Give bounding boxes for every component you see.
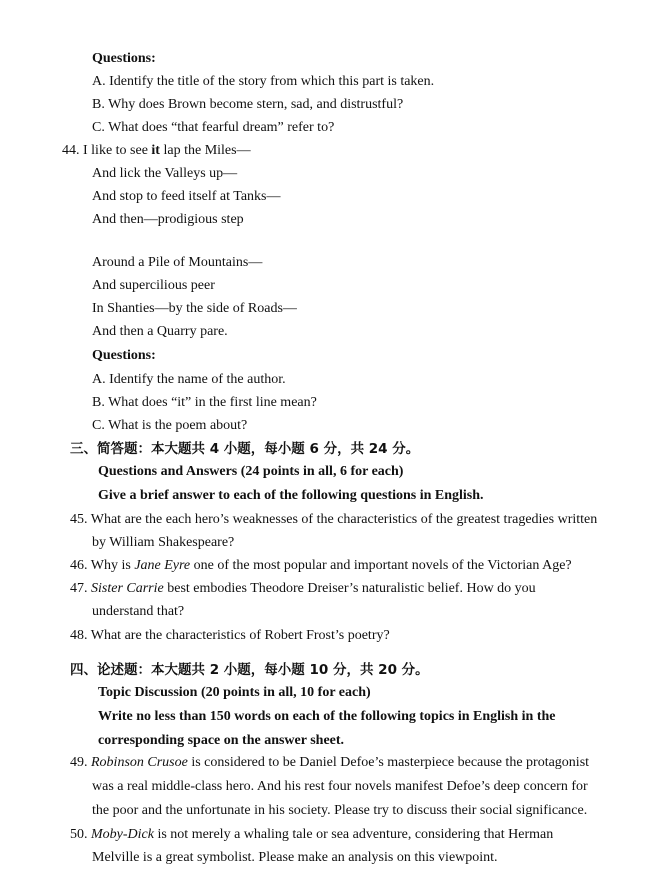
question-50-line1: 50. Moby-Dick is not merely a whaling tale or sea adventure, considering that Herman (70, 827, 554, 842)
questions-heading-43: Questions: (92, 51, 156, 66)
question-44-a: A. Identify the name of the author. (92, 372, 286, 387)
question-44-c: C. What is the poem about? (92, 418, 248, 433)
question-49-line2: was a real middle-class hero. And his rest four novels manifest Defoe’s deep concern for (92, 779, 588, 794)
question-49-line1: 49. Robinson Crusoe is considered to be Daniel Defoe’s masterpiece because the protagonist (70, 755, 590, 770)
question-44-b: B. What does “it” in the first line mean? (92, 395, 317, 410)
question-43-a: A. Identify the title of the story from which this part is taken. (92, 74, 435, 89)
question-43-b: B. Why does Brown become stern, sad, and distrustful? (92, 97, 404, 112)
questions-heading-44: Questions: (92, 348, 156, 363)
section-3-instruction: Give a brief answer to each of the following questions in English. (98, 488, 484, 503)
section-4-instruction-line1: Write no less than 150 words on each of the following topics in English in the (98, 709, 556, 724)
poem-line: In Shanties—by the side of Roads— (92, 301, 297, 316)
poem-line: And then a Quarry pare. (92, 324, 228, 339)
section-4-instruction-line2: corresponding space on the answer sheet. (98, 733, 345, 748)
section-3-title: Questions and Answers (24 points in all, 6 for each) (98, 464, 404, 479)
question-48: 48. What are the characteristics of Robert Frost’s poetry? (70, 628, 390, 643)
poem-line: And stop to feed itself at Tanks— (92, 189, 281, 204)
question-45-line2: by William Shakespeare? (92, 535, 235, 550)
question-44-first-line: 44. I like to see it lap the Miles— (62, 143, 251, 158)
question-43-c: C. What does “that fearful dream” refer to? (92, 120, 335, 135)
poem-line: And supercilious peer (92, 278, 215, 293)
section-4-header: 四、论述题：本大题共 2 小题，每小题 10 分，共 20 分。 (70, 662, 429, 678)
question-49-line3: the poor and the unfortunate in his society. Please try to discuss their social significance. (92, 803, 588, 818)
section-3-header: 三、简答题：本大题共 4 小题，每小题 6 分，共 24 分。 (70, 441, 420, 457)
poem-line: And then—prodigious step (92, 212, 244, 227)
question-50-line2: Melville is a great symbolist. Please make an analysis on this viewpoint. (92, 850, 498, 865)
poem-line: And lick the Valleys up— (92, 166, 238, 181)
question-45-line1: 45. What are the each hero’s weaknesses of the characteristics of the greatest tragedies written (70, 512, 598, 527)
question-47-line1: 47. Sister Carrie best embodies Theodore Dreiser’s naturalistic belief. How do you (70, 581, 536, 596)
section-4-title: Topic Discussion (20 points in all, 10 for each) (98, 685, 371, 700)
poem-line: Around a Pile of Mountains— (92, 255, 263, 270)
question-46: 46. Why is Jane Eyre one of the most popular and important novels of the Victorian Age? (70, 558, 572, 573)
question-47-line2: understand that? (92, 604, 185, 619)
